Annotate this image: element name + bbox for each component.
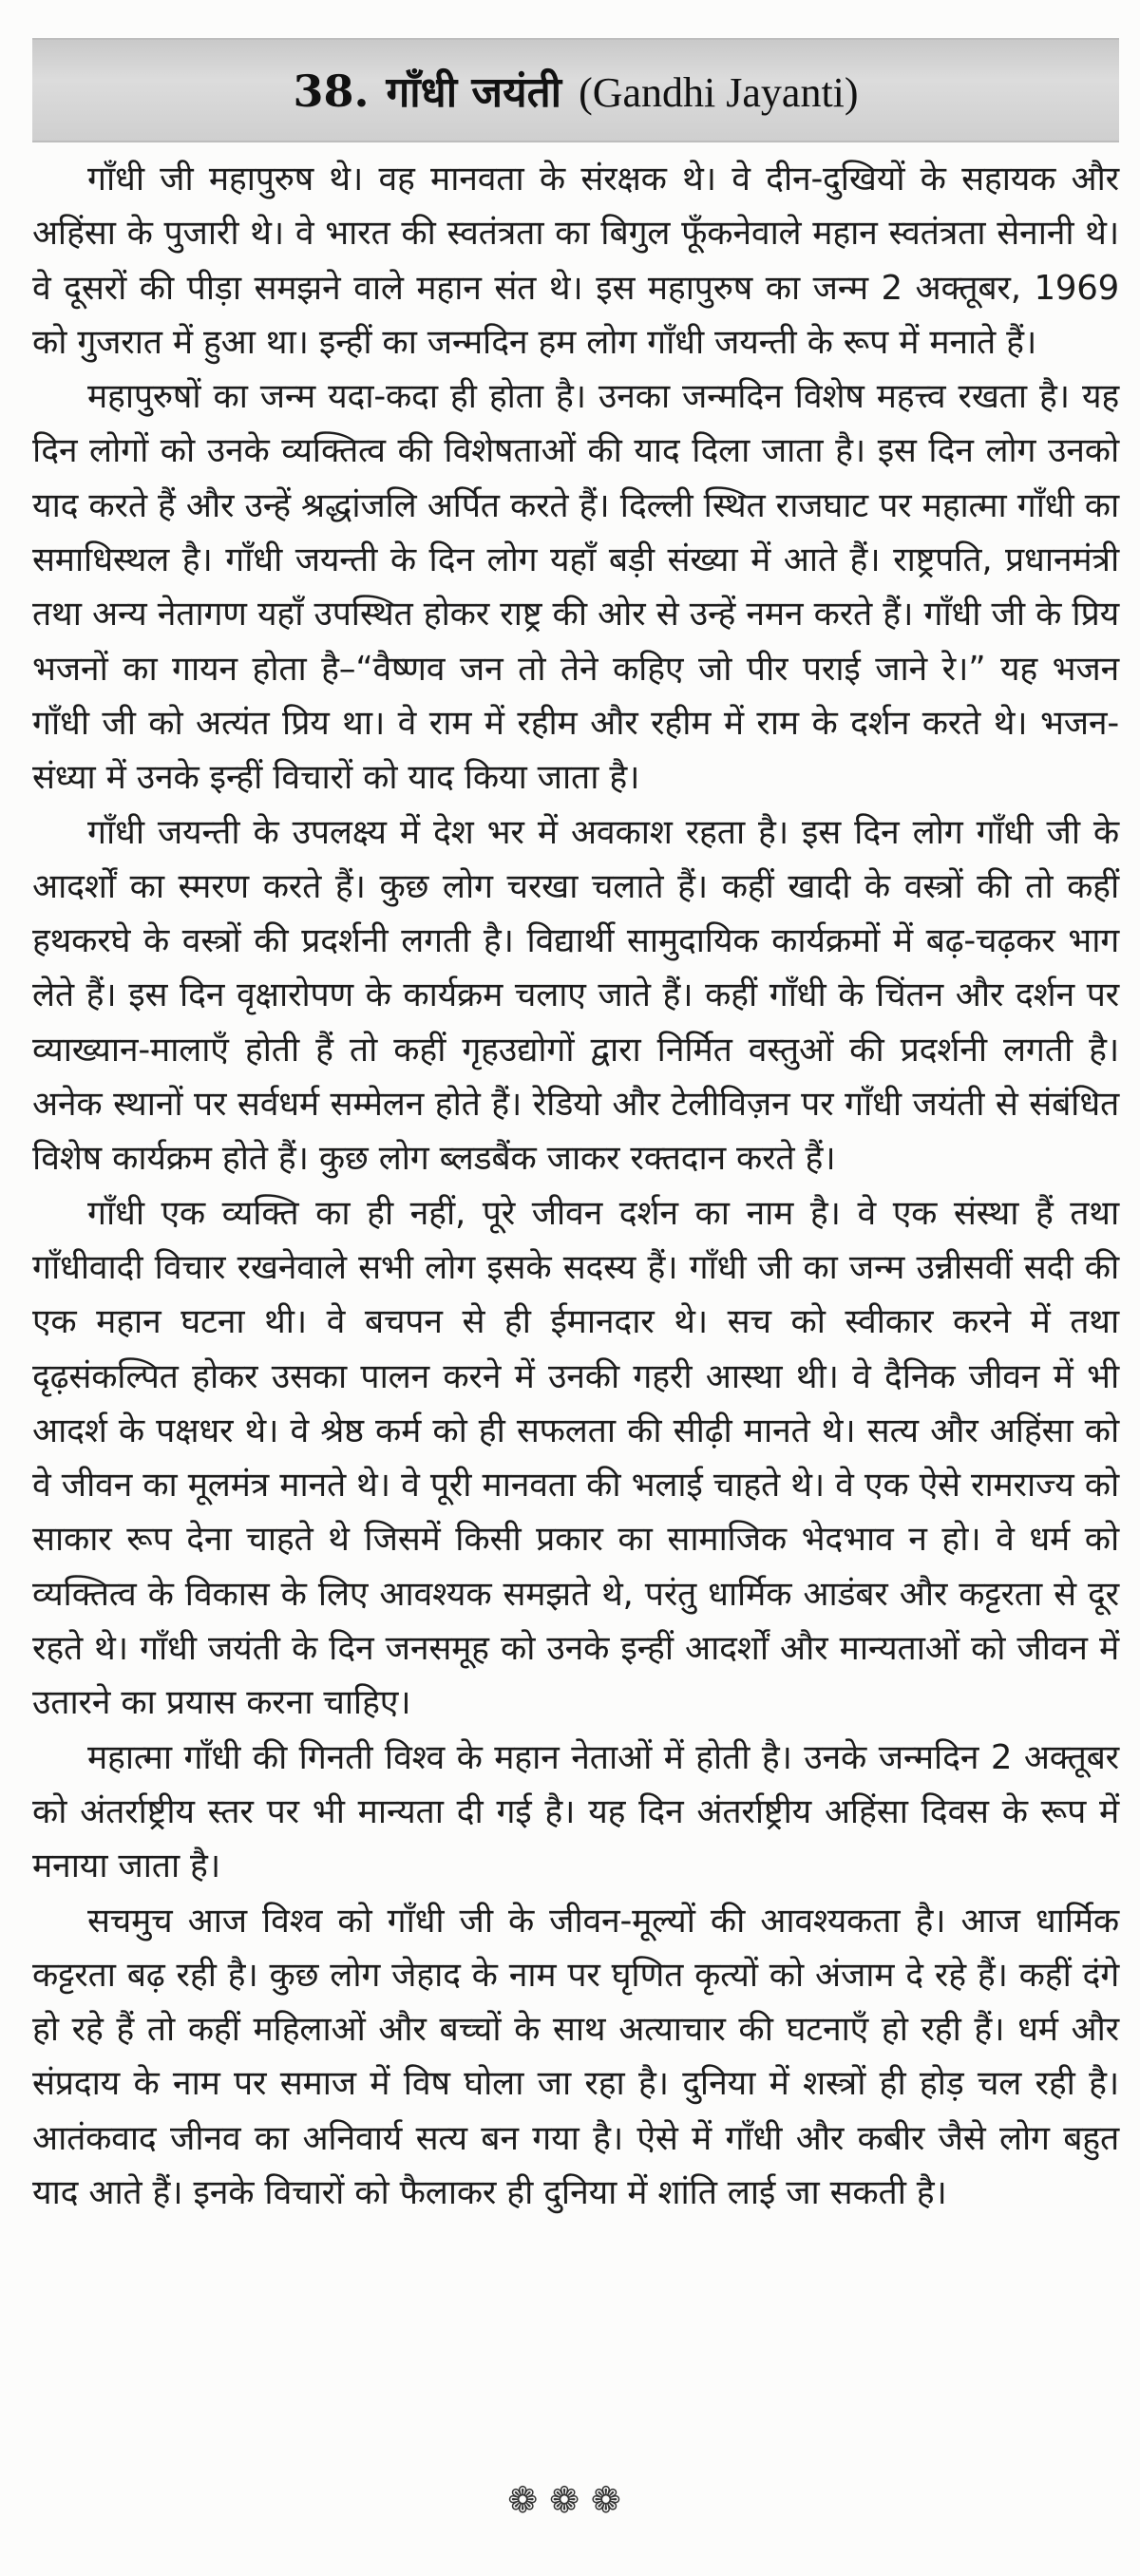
paragraph-5: महात्मा गाँधी की गिनती विश्व के महान नेताओं में होती है। उनके जन्मदिन 2 अक्तूबर को अंतर्राष्ट्रीय स्तर पर भी मान्यता दी गई है। यह दिन अंतर्राष्ट्रीय अहिंसा दिवस के रूप में मनाया जाता है। xyxy=(32,1737,1119,1886)
paragraph-3: गाँधी जयन्ती के उपलक्ष्य में देश भर में अवकाश रहता है। इस दिन लोग गाँधी जी के आदर्शों का स्मरण करते हैं। कुछ लोग चरखा चलाते हैं। कहीं खादी के वस्त्रों की तो कहीं हथकरघे के वस्त्रों की प्रदर्शनी लगती है। विद्यार्थी सामुदायिक कार्यक्रमों में बढ़-चढ़कर भाग लेते हैं। इस दिन वृक्षारोपण के कार्यक्रम चलाए जाते हैं। कहीं गाँधी के चिंतन और दर्शन पर व्याख्यान-मालाएँ होती हैं तो कहीं गृहउद्योगों द्वारा निर्मित वस्तुओं की प्रदर्शनी लगती है। अनेक स्थानों पर सर्वधर्म सम्मेलन होते हैं। रेडियो और टेलीविज़न पर गाँधी जयंती से संबंधित विशेष कार्यक्रम होते हैं। कुछ लोग ब्लडबैंक जाकर रक्तदान करते हैं। xyxy=(32,812,1119,1179)
paragraph-4: गाँधी एक व्यक्ति का ही नहीं, पूरे जीवन दर्शन का नाम है। वे एक संस्था हैं तथा गाँधीवादी विचार रखनेवाले सभी लोग इसके सदस्य हैं। गाँधी जी का जन्म उन्नीसवीं सदी की एक महान घटना थी। वे बचपन से ही ईमानदार थे। सच को स्वीकार करने में तथा दृढ़संकल्पित होकर उसका पालन करने में उनकी गहरी आस्था थी। वे दैनिक जीवन में भी आदर्श के पक्षधर थे। वे श्रेष्ठ कर्म को ही सफलता की सीढ़ी मानते थे। सत्य और अहिंसा को वे जीवन का मूलमंत्र मानते थे। वे पूरी मानवता की भलाई चाहते थे। वे एक ऐसे रामराज्य को साकार रूप देना चाहते थे जिसमें किसी प्रकार का सामाजिक भेदभाव न हो। वे धर्म को व्यक्तित्व के विकास के लिए आवश्यक समझते थे, परंतु धार्मिक आडंबर और कट्टरता से दूर रहते थे। गाँधी जयंती के दिन जनसमूह को उनके इन्हीं आदर्शों और मान्यताओं को जीवन में उतारने का प्रयास करना चाहिए। xyxy=(32,1193,1119,1723)
essay-body xyxy=(32,152,1119,2220)
end-ornament-icon: ❁❁❁ xyxy=(507,2479,633,2521)
page-title xyxy=(293,62,858,119)
title-banner xyxy=(32,38,1119,142)
paragraph-1: गाँधी जी महापुरुष थे। वह मानवता के संरक्षक थे। वे दीन-दुखियों के सहायक और अहिंसा के पुजारी थे। वे भारत की स्वतंत्रता का बिगुल फूँकनेवाले महान स्वतंत्रता सेनानी थे। वे दूसरों की पीड़ा समझने वाले महान संत थे। इस महापुरुष का जन्म 2 अक्तूबर, 1969 को गुजरात में हुआ था। इन्हीं का जन्मदिन हम लोग गाँधी जयन्ती के रूप में मनाते हैं। xyxy=(32,160,1119,362)
title-hindi: गाँधी जयंती xyxy=(386,68,562,117)
title-english: (Gandhi Jayanti) xyxy=(579,69,859,116)
paragraph-6: सचमुच आज विश्व को गाँधी जी के जीवन-मूल्यों की आवश्यकता है। आज धार्मिक कट्टरता बढ़ रही है। कुछ लोग जेहाद के नाम पर घृणित कृत्यों को अंजाम दे रहे हैं। कहीं दंगे हो रहे हैं तो कहीं महिलाओं और बच्चों के साथ अत्याचार की घटनाएँ हो रही हैं। धर्म और संप्रदाय के नाम पर समाज में विष घोला जा रहा है। दुनिया में शस्त्रों ही होड़ चल रही है। आतंकवाद जीनव का अनिवार्य सत्य बन गया है। ऐसे में गाँधी और कबीर जैसे लोग बहुत याद आते हैं। इनके विचारों को फैलाकर ही दुनिया में शांति लाई जा सकती है। xyxy=(32,1901,1119,2212)
title-number: 38. xyxy=(293,66,370,117)
paragraph-2: महापुरुषों का जन्म यदा-कदा ही होता है। उनका जन्मदिन विशेष महत्त्व रखता है। यह दिन लोगों को उनके व्यक्तित्व की विशेषताओं की याद दिला जाता है। इस दिन लोग उनको याद करते हैं और उन्हें श्रद्धांजलि अर्पित करते हैं। दिल्ली स्थित राजघाट पर महात्मा गाँधी का समाधिस्थल है। गाँधी जयन्ती के दिन लोग यहाँ बड़ी संख्या में आते हैं। राष्ट्रपति, प्रधानमंत्री तथा अन्य नेतागण यहाँ उपस्थित होकर राष्ट्र की ओर से उन्हें नमन करते हैं। गाँधी जी के प्रिय भजनों का गायन होता है–“वैष्णव जन तो तेने कहिए जो पीर पराई जाने रे।” यह भजन गाँधी जी को अत्यंत प्रिय था। वे राम में रहीम और रहीम में राम के दर्शन करते थे। भजन-संध्या में उनके इन्हीं विचारों को याद किया जाता है। xyxy=(32,377,1119,798)
